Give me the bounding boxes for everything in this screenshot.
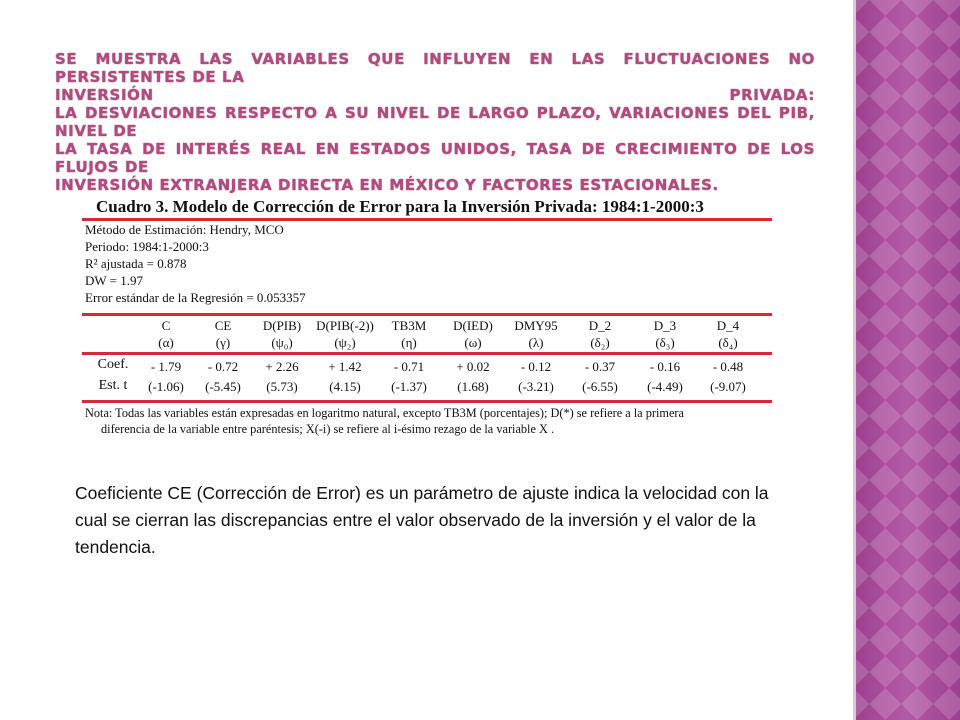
symbol-cell-7: (λ) (528, 335, 544, 350)
symbol-cell-3: (ψ₀) (271, 335, 293, 350)
header-cell-9: D_3 (653, 318, 677, 333)
t-stat-cell-8: (-6.55) (582, 379, 618, 394)
t-stat-cell-1: (-1.06) (148, 379, 184, 394)
header-cell-8: D_2 (588, 318, 612, 333)
note-line-2: diferencia de la variable entre paréntesis; X(-i) se refiere al i-ésimo rezago de la variable X . (101, 422, 555, 436)
table-note (85, 405, 684, 437)
t-stat-cell-7: (-3.21) (518, 379, 554, 394)
symbol-cell-6: (ω) (464, 335, 482, 350)
t-stat-cell-2: (-5.45) (205, 379, 241, 394)
regression-table (82, 195, 772, 440)
meta-rule (82, 313, 772, 316)
t-stat-cell-6: (1.68) (457, 379, 489, 394)
row-label-t: Est. t (98, 378, 128, 393)
coef-cell-7: - 0.12 (520, 359, 552, 374)
t-stat-cell-4: (4.15) (329, 379, 361, 394)
slide-title (55, 50, 815, 194)
coef-cell-2: - 0.72 (207, 359, 239, 374)
header-cell-5: TB3M (391, 318, 427, 333)
coef-cell-4: + 1.42 (328, 359, 362, 374)
header-cell-4: D(PIB(-2)) (316, 318, 374, 333)
header-cell-2: CE (214, 318, 232, 333)
coef-cell-9: - 0.16 (649, 359, 681, 374)
symbol-cell-5: (η) (401, 335, 417, 350)
meta-r2: R² ajustada = 0.878 (85, 256, 187, 271)
title-line-1: SE MUESTRA LAS VARIABLES QUE INFLUYEN EN LAS FLUCTUACIONES NO PERSISTENTES DE LA (55, 50, 815, 86)
bottom-rule (82, 400, 772, 403)
row-label-coef: Coef. (97, 357, 129, 372)
meta-method: Método de Estimación: Hendry, MCO (85, 222, 284, 237)
symbol-cell-1: (α) (158, 335, 174, 350)
title-line-3: LA DESVIACIONES RESPECTO A SU NIVEL DE LARGO PLAZO, VARIACIONES DEL PIB, NIVEL DE (55, 104, 815, 140)
t-stat-cell-3: (5.73) (266, 379, 298, 394)
body-paragraph: Coeficiente CE (Corrección de Error) es un parámetro de ajuste indica la velocidad con la cual se cierran las discrepancias entre el valor observado de la inversión y el valor de la tendencia. (75, 483, 769, 557)
title-line-4: LA TASA DE INTERÉS REAL EN ESTADOS UNIDOS, TASA DE CRECIMIENTO DE LOS FLUJOS DE (55, 140, 815, 176)
coef-cell-8: - 0.37 (584, 359, 616, 374)
side-band-edge (853, 0, 856, 720)
header-cell-7: DMY95 (514, 318, 558, 333)
meta-period: Periodo: 1984:1-2000:3 (85, 239, 209, 254)
title-line-2-left: INVERSIÓN (55, 86, 154, 104)
symbol-cell-8: (δ₂) (590, 335, 610, 350)
coef-cell-6: + 0.02 (456, 359, 490, 374)
meta-std-error: Error estándar de la Regresión = 0.053357 (85, 290, 306, 305)
coef-cell-10: - 0.48 (712, 359, 744, 374)
header-cell-1: C (161, 318, 171, 333)
coef-cell-5: - 0.71 (393, 359, 425, 374)
coef-cell-3: + 2.26 (265, 359, 299, 374)
title-line-2-right: PRIVADA: (729, 86, 815, 104)
header-cell-3: D(PIB) (262, 318, 302, 333)
table-title: Cuadro 3. Modelo de Corrección de Error para la Inversión Privada: 1984:1-2000:3 (96, 197, 704, 216)
symbol-cell-9: (δ₃) (655, 335, 675, 350)
t-stat-cell-10: (-9.07) (710, 379, 746, 394)
header-cell-10: D_4 (716, 318, 740, 333)
symbol-cell-10: (δ₄) (718, 335, 738, 350)
decorative-side-band (853, 0, 960, 720)
table-meta (85, 221, 306, 306)
header-cell-6: D(IED) (453, 318, 493, 333)
meta-dw: DW = 1.97 (85, 273, 144, 288)
title-line-2 (55, 86, 815, 104)
title-line-5: INVERSIÓN EXTRANJERA DIRECTA EN MÉXICO Y FACTORES ESTACIONALES. (55, 176, 719, 194)
t-stat-cell-5: (-1.37) (391, 379, 427, 394)
symbol-cell-4: (ψ₂) (334, 335, 356, 350)
symbol-cell-2: (γ) (215, 335, 231, 350)
t-stat-cell-9: (-4.49) (647, 379, 683, 394)
note-line-1: Nota: Todas las variables están expresadas en logaritmo natural, excepto TB3M (porcentajes); D(*) se refiere a la primera (85, 406, 684, 420)
header-rule (82, 352, 772, 355)
coef-cell-1: - 1.79 (150, 359, 182, 374)
